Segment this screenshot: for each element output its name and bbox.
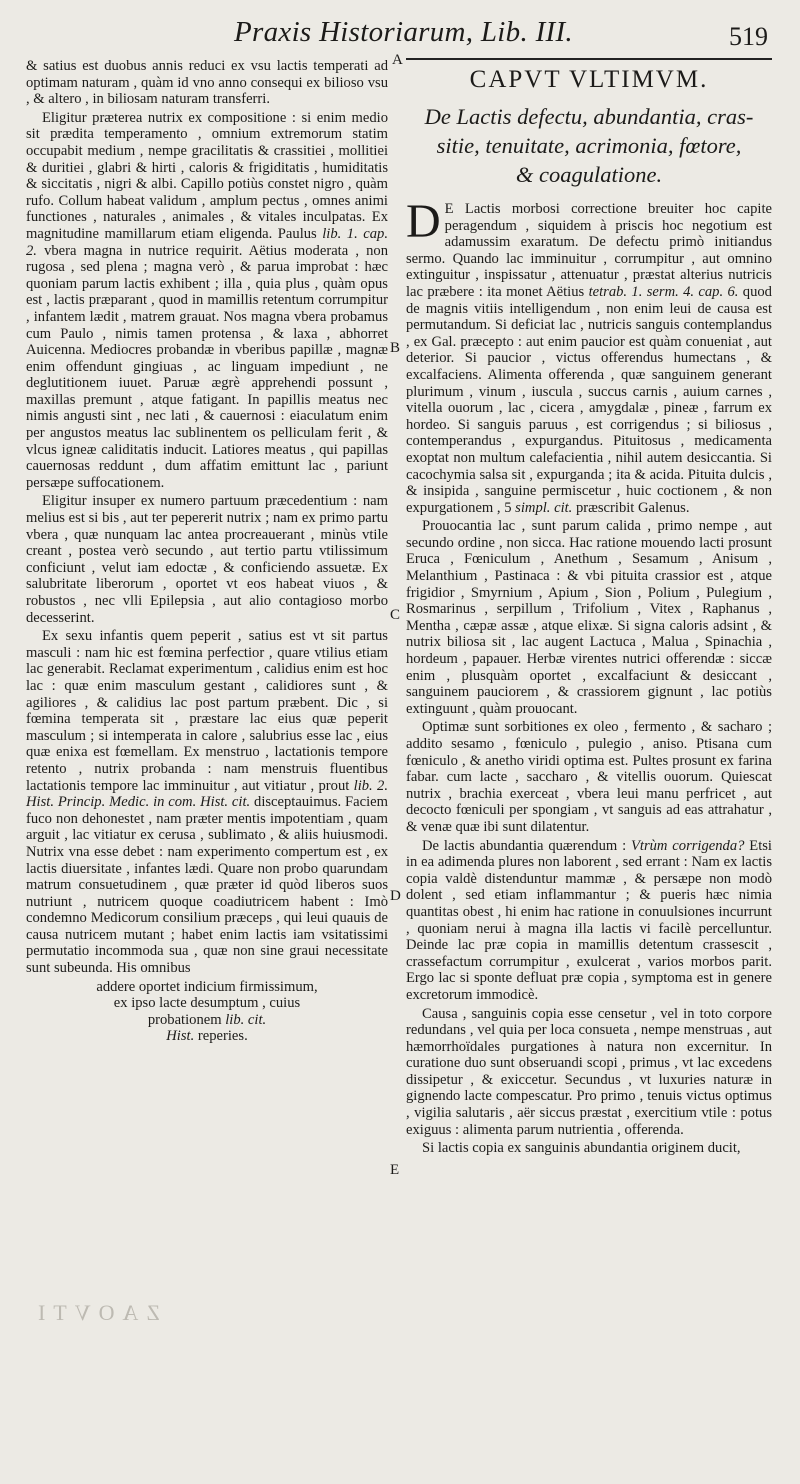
text-run: disceptauimus. Faciem fuco non dehonestet , nam præter mentis impotentiam , quam arguit , lac vitiatur ex cerusa , sublimato , & aliis huiusmodi. Nutrix vna esse debet : nam experimento compertum est , ex lactis diuersitate , infantes lædi. Quare non probo quarundam matrum consuetudinem , quæ præter id quòd liberos suos nutriunt , nutricem quoque coadiutricem habent : Imò condemno Medicorum consilium præceps , qui leui quauis de causa nutricem mutant ; habet enim lactis iam vsitatissimi permutatio incommoda sua , quæ non sine graui necessitate sunt subeunda. His omnibus (26, 794, 388, 977)
text-run: Etsi in ea adimenda plures non laborent , sed errant : Nam ex lactis copia valdè distenduntur mammæ , & persæpe non modò dolent , sed etiam inflammantur ; & pueris hæc nimia quantitas obest , hi enim hac ratione in conuulsiones incurrunt , quoniam nerui à magna illa lactis vi facilè percelluntur. Deinde lac præ copia in mamillis detentum crassescit , crassefactum corrumpitur , exulcerat , varios morbos parit. Ergo lac si sponte defluat præ copia , symptoma est in genere excretorum immodicè. (406, 837, 772, 1003)
header-rule (406, 58, 772, 60)
closing-block (26, 979, 388, 1045)
citation: tetrab. 1. serm. 4. cap. 6. (588, 283, 739, 300)
citation: lib. cit. (225, 1011, 267, 1028)
text-run: probationem (147, 1011, 226, 1028)
right-column (406, 58, 772, 1159)
citation: Hist. (166, 1028, 195, 1045)
closing-line: ex ipso lacte desumptum , cuius (113, 995, 301, 1012)
text-run: Ex sexu infantis quem peperit , satius est vt sit partus masculi : nam hic est fœmina perfectior , quare vtilius etiam lac generabit. Reclamat experimentum , calidius enim est hoc lac : quæ enim masculum gestant , calidiores sunt , & agiliores , & calidius lac post partum præbent. Dic , si fœmina temperata sit , præstare lac eius quæ peperit masculum ; si intemperata in calore , salubrius esse lac , eius quæ enixa est fœmellam. Ex menstruo , lactationis tempore retento , nutrix probanda : nam menstruis fluentibus lactationis tempore lac imminuitur , aut vitiatur , prout (26, 628, 388, 794)
citation: simpl. cit. (515, 499, 573, 516)
paragraph: & satius est duobus annis reduci ex vsu lactis temperati ad optimam naturam , quàm id vno anno consequi ex bilioso vsu , & altero , in biliosam naturam transferri. (26, 58, 388, 108)
closing-line (26, 1012, 388, 1029)
paragraph: Prouocantia lac , sunt parum calida , primo nempe , aut secundo ordine , non sicca. Hac ratione mouendo lacti prosunt Eruca , Fœniculum , Anethum , Sesamum , Anisum , Melanthium , Pastinaca : & vbi pituita crassior est , atque frigidior , Smyrnium , Apium , Sion , Polium , Pulegium , Rosmarinus , serpillum , Trifolium , Vitex , Raphanus , Mentha , cæpæ assæ , atque elixæ. Si signa caloris adsint , & nutrix biliosa sit , lac augent Lactuca , Malua , Spinachia , hordeum , papauer. Herbæ virentes nutrici offerendæ : siccæ enim , plusquàm oportet , excalfaciunt & desiccant , sanguinem pauciorem , & crassiorem gignunt , lac potiùs extinguunt , quàm prouocant. (406, 518, 772, 717)
text-run: Eligitur præterea nutrix ex compositione : si enim medio sit prædita temperamento , omnium extremorum statim occupabit medium , nempe gracilitatis & crassitiei , mollitiei & duritiei , glabri & hirti , caloris & frigiditatis , humiditatis & siccitatis , nigri & albi. Capillo potiùs constet nigro , quàm rufo. Collum habeat validum , amplum pectus , omnes animi functiones , naturales , animales , & vitales inculpatas. Ex magnitudine mamillarum etiam eligenda. Paulus (26, 109, 388, 242)
citation: lib. 1. cap. 2. (26, 225, 388, 259)
text-run: reperies. (194, 1028, 248, 1045)
text-run: E Lactis morbosi correctione breuiter hoc capite peragendum , siquidem à priscis hoc negotium est adamussim exaratum. De defectu primò initiandus sermo. Quando lac imminuitur , corrumpitur , aut omnino extinguitur , inspissatur , attenuatur , præstat alterius nutricis lac præbere : ita monet Aëtius (406, 201, 772, 300)
margin-marker-e: E (390, 1162, 400, 1178)
closing-line: addere oportet indicium firmissimum, (96, 978, 318, 995)
paragraph (26, 628, 388, 976)
paragraph (406, 838, 772, 1004)
drop-cap: D (406, 195, 441, 248)
text-run: vbera magna in nutrice requirit. Aëtius moderata , non rugosa , sed plena ; magna verò , & parua improbat : hæc quoniam parum lactis exhibent ; illa , quia plus , quàm opus est , lactis præparant , quod in mamillis retentum corrumpitur , infantem lædit , matrem grauat. Nos magna vbera probamus cum Paulo , nimis tamen protensa , & laxa , abhorret Auicenna. Mediocres probandæ in vberibus papillæ , magnæ enim offendunt gingiuas , ac linguam impediunt , ne deglutitionem iuuet. Paruæ ægrè apprehendi possunt , maxillas premunt , atque fatigant. In papillis meatus nec nimis angusti sint , nec lati , & cauernosi : eiaculatum enim per angustos meatus lac sublinentem os pelliculam ferit , & vlcus igneæ caliditatis inducit. Latiores meatus , qui papillas cauernosas reddunt , dum affatim emittunt lac , pariunt persæpe suffocationem. (26, 242, 388, 491)
margin-marker-a: A (392, 52, 403, 68)
running-title: Praxis Historiarum, Lib. III. (234, 16, 573, 48)
emphasis: Vtrùm corrigenda? (630, 837, 745, 854)
margin-marker-d: D (390, 888, 401, 904)
margin-marker-c: C (390, 607, 401, 623)
paragraph: Eligitur insuper ex numero partuum præcedentium : nam melius est si bis , aut ter pepererit nutrix ; nam ex primo partu vbera , quæ nunquam lac antea procreauerant , minùs vtile creant , postea verò secundo , aut tertio partu vtilissimum conficiunt , velut iam edoctæ , & conficiendo assuetæ. Ex salubritate liberorum , oportet vt eos habeat viuos , & robustos , nec vlli Epilepsia , aut alio contagioso morbo decesserint. (26, 493, 388, 626)
subtitle-line: De Lactis defectu, abundantia, cras- (424, 104, 754, 129)
left-column (26, 58, 388, 1045)
paragraph: Si lactis copia ex sanguinis abundantia originem ducit, (422, 1140, 741, 1157)
running-head (0, 14, 800, 54)
chapter-subtitle (406, 102, 772, 189)
paragraph (406, 195, 772, 516)
closing-line (26, 1028, 388, 1045)
text-run: De lactis abundantia quærendum : (422, 837, 631, 854)
bleed-through-text: ZAOVTI (30, 1300, 160, 1325)
text-run: quod de magnis vitiis intelligendum , non enim leui de causa est permutandum. Si deficiat lac , nutricis sanguis contemplandus , ex Gal. præcepto : aut enim paucior est quàm conueniat , aut deterior. Si paucior , victus offerendus humectans , & excalfaciens. Alimenta offerenda , quæ sanguinem generant plurimum , vinum , iuscula , succus carnis , auium carnes , vitella ouorum , lac , cicera , amygdalæ , pineæ , farrum ex hordeo. Si sanguis paruus , est corrigendus ; si biliosus , contemperandus , expurgandus. Pituitosus , medicamenta exoptat non multum calefacientia , nihil autem desiccantia. Si cacochymia salsa sit , expurganda ; ita & acida. Pituita dulcis , & insipida , sanguine permiscetur , huic coctionem , & non expurgationem , 5 (406, 283, 772, 516)
page-number: 519 (729, 22, 768, 51)
subtitle-line: & coagulatione. (515, 162, 663, 187)
citation: lib. 2. Hist. Princip. Medic. in com. Hist. cit. (26, 777, 388, 811)
subtitle-line: sitie, tenuitate, acrimonia, fœtore, (436, 133, 742, 158)
paragraph: Optimæ sunt sorbitiones ex oleo , fermento , & sacharo ; addito sesamo , fœniculo , pulegio , aniso. Ptisana cum fœniculo , & anetho viridi optima est. Pultes prosunt ex farina fabar. cum lacte , saccharo , & vitellis ouorum. Quiescat nutrix , brachia exerceat , vbera leui manu perfricet , aut decocto fœniculi per spongiam , vt sanguis ad eas attrahatur , & venæ quæ ibi sunt dilatentur. (406, 719, 772, 835)
chapter-title: CAPVT VLTIMVM. (469, 66, 709, 93)
text-run: præscribit Galenus. (572, 499, 690, 516)
paragraph: Causa , sanguinis copia esse censetur , vel in toto corpore redundans , vel quia per loca consueta , nempe menstruas , aut hæmorrhoïdales purgationes à natura non excernitur. In curatione duo sunt obseruandi scopi , primus , vt lac excedens dissipetur , & exiccetur. Secundus , vt luxuries naturæ in gignendo lacte compescatur. Pro primo , tenuis victus optimus , vigilia salutaris , aër siccus præstat , exercitium vtile : potus exiguus : alimenta parum nutrientia , offerenda. (406, 1005, 772, 1138)
margin-marker-b: B (390, 340, 401, 356)
paragraph (26, 110, 388, 492)
